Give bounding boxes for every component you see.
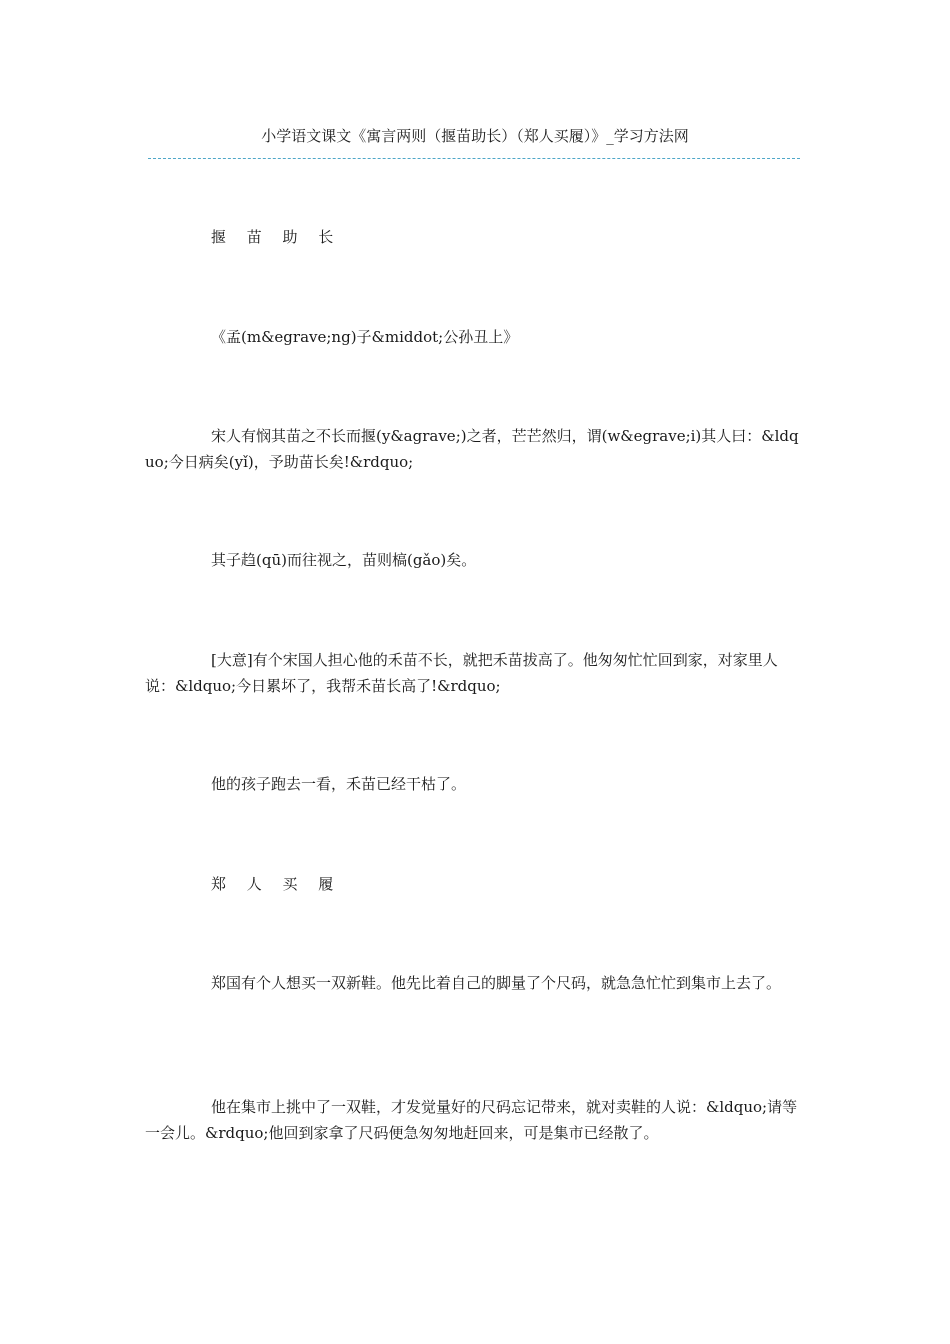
- paragraph-original-text: 宋人有悯其苗之不长而揠(y&agrave;)之者，芒芒然归，谓(w&egrave;i)其人曰：&ldquo;今日病矣(yǐ)，予助苗长矣!&rdquo;: [145, 427, 799, 471]
- document-title: 小学语文课文《寓言两则（揠苗助长）（郑人买履）》_学习方法网: [261, 127, 689, 145]
- heading-yamiao: 揠 苗 助 长: [211, 228, 342, 246]
- paragraph-meaning: [大意]有个宋国人担心他的禾苗不长，就把禾苗拔高了。他匆匆忙忙回到家，对家里人说：&ldquo;今日累坏了，我帮禾苗长高了!&rdquo;: [145, 651, 778, 695]
- title-divider: [148, 158, 800, 159]
- source-line: 《孟(m&egrave;ng)子&middot;公孙丑上》: [211, 328, 519, 346]
- paragraph-zhengren-2: 他在集市上挑中了一双鞋，才发觉量好的尺码忘记带来，就对卖鞋的人说：&ldquo;请等一会儿。&rdquo;他回到家拿了尺码便急匆匆地赶回来，可是集市已经散了。: [145, 1098, 798, 1142]
- paragraph-zhengren-1: 郑国有个人想买一双新鞋。他先比着自己的脚量了个尺码，就急急忙忙到集市上去了。: [211, 974, 782, 992]
- paragraph-meaning-2: 他的孩子跑去一看，禾苗已经干枯了。: [211, 775, 467, 793]
- paragraph-original-text-2: 其子趋(qū)而往视之，苗则槁(gǎo)矣。: [211, 551, 477, 569]
- heading-zhengren: 郑 人 买 履: [211, 875, 342, 893]
